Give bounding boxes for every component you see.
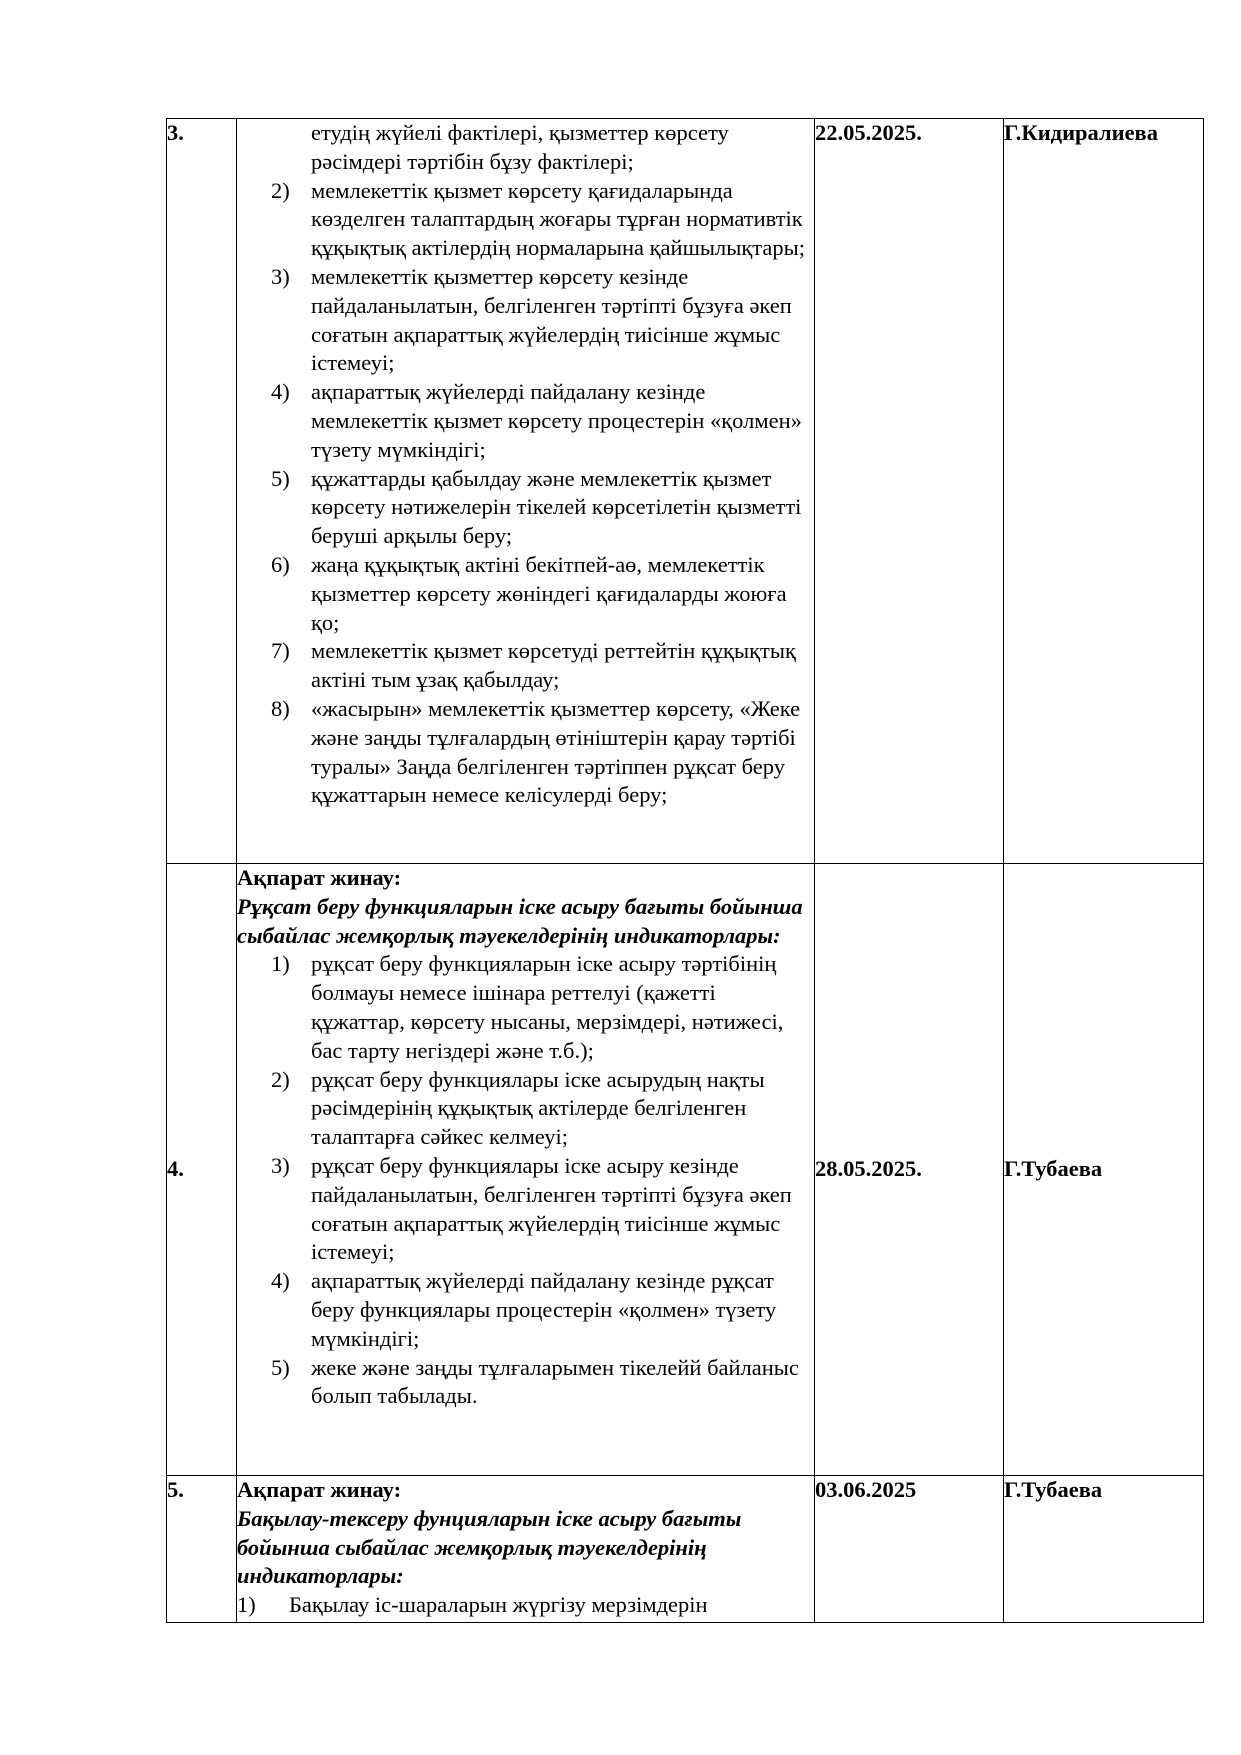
section-heading: Ақпарат жинау: <box>237 1477 402 1502</box>
activity-cell <box>237 1476 815 1623</box>
list-item: 1) Бақылау іс-шараларын жүргізу мерзімдерін <box>237 1592 708 1618</box>
section-heading: Ақпарат жинау: <box>237 865 402 890</box>
list-item: 7) мемлекеттік қызмет көрсетуді реттейтін құқықтық актіні тым ұзақ қабылдау; <box>271 638 796 693</box>
indicator-list <box>237 177 814 811</box>
section-subheading: Рұқсат беру функцияларын іске асыру бағыты бойынша сыбайлас жемқорлық тәуекелдерінің индикаторлары: <box>237 893 803 948</box>
list-item: 3) рұқсат беру функциялары іске асыру кезінде пайдаланылатын, белгіленген тәртіпті бұзуға әкеп соғатын ақпараттық жүйелердің тиісінше жұмыс істемеуі; <box>271 1152 792 1265</box>
row-number: 3. <box>167 119 237 864</box>
list-item: 4) ақпараттық жүйелерді пайдалану кезінде мемлекеттік қызмет көрсету процестерін «қолмен» түзету мүмкіндігі; <box>271 379 802 462</box>
activity-cell <box>237 119 815 864</box>
list-item: 1) рұқсат беру функцияларын іске асыру тәртібінің болмауы немесе ішінара реттелуі (қажетті құжаттар, көрсету нысаны, мерзімдері, нәтижесі, бас тарту негіздері және т.б.); <box>271 951 784 1063</box>
list-item: 3) мемлекеттік қызметтер көрсету кезінде пайдаланылатын, белгіленген тәртіпті бұзуға әкеп соғатын ақпараттық жүйелердің тиісінше жұмыс істемеуі; <box>271 263 792 376</box>
deadline-cell: 22.05.2025. <box>815 119 1004 864</box>
table-row <box>167 119 1204 864</box>
responsible-cell: Г.Тубаева <box>1004 864 1204 1476</box>
section-subheading: Бақылау-тексеру фунцияларын іске асыру бағыты бойынша сыбайлас жемқорлық тәуекелдерінің индикаторлары: <box>237 1505 742 1589</box>
responsible-cell: Г.Кидиралиева <box>1004 119 1204 864</box>
plan-table <box>166 118 1204 1623</box>
responsible-cell: Г.Тубаева <box>1004 1476 1204 1623</box>
list-item: 2) мемлекеттік қызмет көрсету қағидаларында көзделген талаптардың жоғары тұрған нормативтік құқықтық актілердің нормаларына қайшылықтары; <box>271 177 806 261</box>
activity-cell <box>237 864 815 1476</box>
indicator-list <box>237 950 814 1411</box>
list-item: 5) жеке және заңды тұлғаларымен тікелейй байланыс болып табылады. <box>271 1354 799 1409</box>
continued-text: етудің жүйелі фактілері, қызметтер көрсету рәсімдері тәртібін бұзу фактілері; <box>311 120 729 174</box>
list-item: 6) жаңа құқықтық актіні бекітпей-аө, мемлекеттік қызметтер көрсету жөніндегі қағидаларды жоюға қо; <box>271 551 787 635</box>
row-number: 4. <box>167 864 237 1476</box>
list-item: 5) құжаттарды қабылдау және мемлекеттік қызмет көрсету нәтижелерін тікелей көрсетілетін қызметті беруші арқылы беру; <box>271 465 802 549</box>
table-row <box>167 864 1204 1476</box>
deadline-cell: 28.05.2025. <box>815 864 1004 1476</box>
list-item: 4) ақпараттық жүйелерді пайдалану кезінде рұқсат беру функциялары процестерін «қолмен» түзету мүмкіндігі; <box>271 1268 777 1351</box>
list-item: 2) рұқсат беру функциялары іске асырудың нақты рәсімдерінің құқықтық актілерде белгіленген талаптарға сәйкес келмеуі; <box>271 1066 765 1150</box>
table-row <box>167 1476 1204 1623</box>
list-item: 8) «жасырын» мемлекеттік қызметтер көрсету, «Жеке және заңды тұлғалардың өтініштерін қарау тәртібі туралы» Заңда белгіленген тәртіппен рұқсат беру құжаттарын немесе келісулерді беру; <box>271 695 801 808</box>
deadline-cell: 03.06.2025 <box>815 1476 1004 1623</box>
row-number: 5. <box>167 1476 237 1623</box>
